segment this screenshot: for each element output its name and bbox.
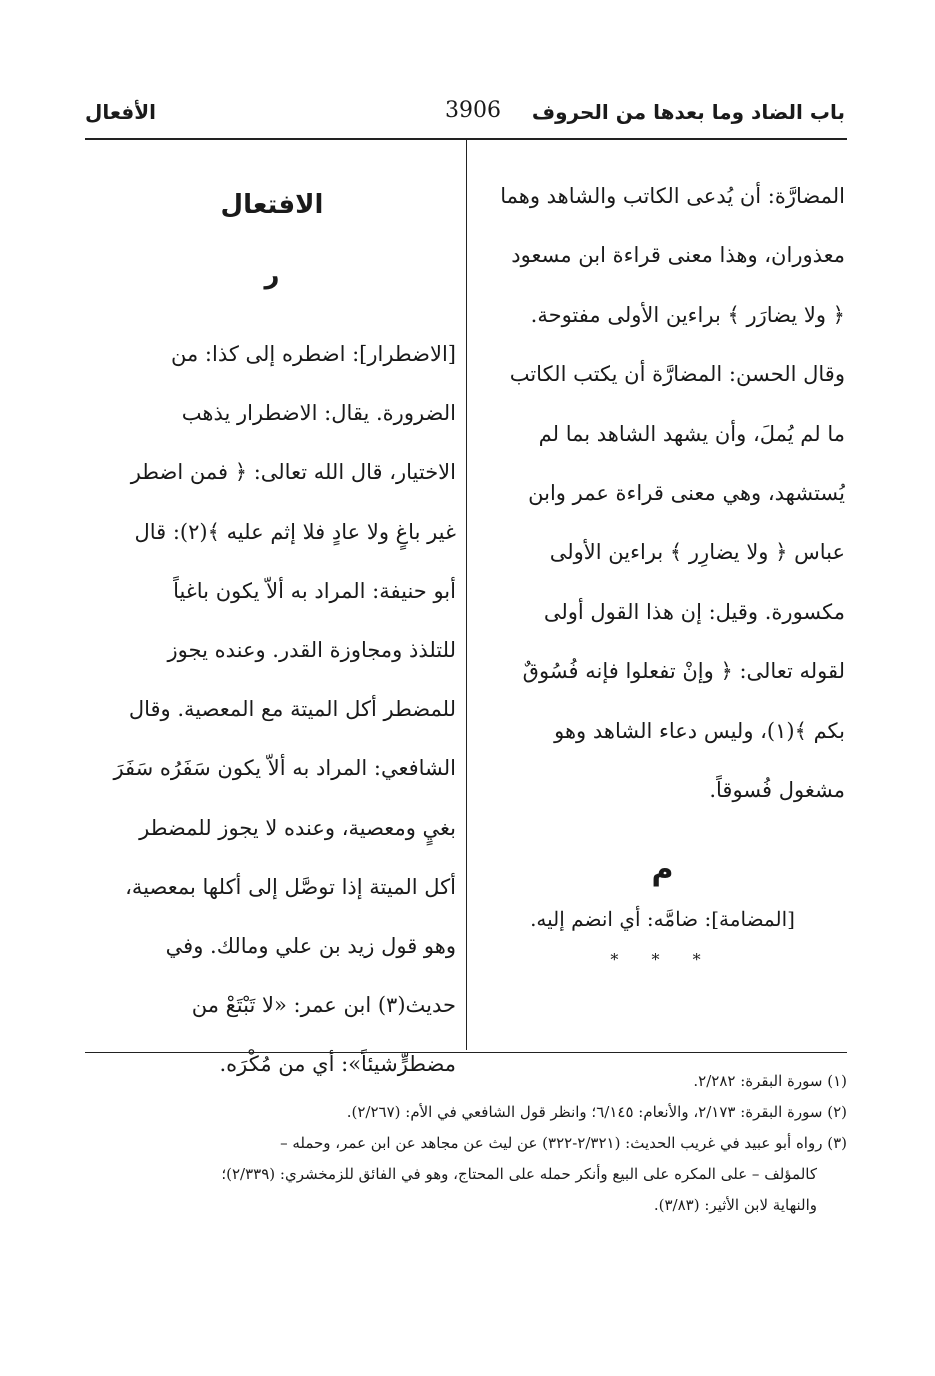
text-line: معذوران، وهذا معنى قراءة ابن مسعود [511, 243, 845, 268]
right-column [480, 172, 845, 975]
text-line: وقال الحسن: المضارَّة أن يكتب الكاتب [509, 362, 845, 387]
footnote-1: (١) سورة البقرة: ٢/٢٨٢. [693, 1072, 847, 1090]
text-line: مشغول فُسوقاً. [709, 777, 845, 802]
letter-heading-ra: ر [264, 260, 280, 290]
page-header [85, 100, 845, 140]
footnote-3-continued: والنهاية لابن الأثير: (٣/٨٣). [653, 1196, 817, 1214]
text-line: الشافعي: المراد به ألاّ يكون سَفَرُه سَفَرَ [113, 756, 456, 781]
section-title: الأفعال [85, 100, 156, 124]
page-number: 3906 [445, 98, 501, 123]
footnote-2: (٢) سورة البقرة: ٢/١٧٣، والأنعام: ٦/١٤٥؛ وانظر قول الشافعي في الأم: (٢/٢٦٧). [346, 1103, 847, 1121]
chapter-title: باب الضاد وما بعدها من الحروف [531, 100, 845, 124]
text-line: المضارَّة: أن يُدعى الكاتب والشاهد وهما [500, 184, 845, 208]
text-line: وهو قول زيد بن علي ومالك. وفي [165, 933, 456, 958]
text-line: أكل الميتة إذا توصَّل إلى أكلها بمعصية، [125, 874, 456, 899]
text-line: للتلذذ ومجاوزة القدر. وعنده يجوز [167, 637, 456, 662]
text-line: [الاضطرار]: اضطره إلى كذا: من [171, 342, 456, 366]
text-line: مكسورة. وقيل: إن هذا القول أولى [543, 599, 845, 624]
text-line: مضطرٍّشيئاً»: أي من مُكْرَه. [219, 1052, 456, 1077]
letter-heading-mim: م [651, 852, 674, 888]
footnotes [85, 1066, 847, 1221]
text-line: بكم ﴾(١)، وليس دعاء الشاهد وهو [554, 718, 845, 743]
section-heading-iftial: الافتعال [220, 190, 324, 220]
text-line: ﴿ ولا يضارَر ﴾ براءين الأولى مفتوحة. [530, 302, 845, 327]
footnote-3-continued: كالمؤلف – على المكره على البيع وأنكر حمله على المحتاج، وهو في الفائق للزمخشري: (٢/٣٣٩)؛ [221, 1165, 817, 1183]
section-end-stars: * * * [610, 950, 715, 970]
footnote-3: (٣) رواه أبو عبيد في غريب الحديث: (٢/٣٢١-٣٢٢) عن ليث عن مجاهد عن ابن عمر، وحمله – [280, 1134, 847, 1152]
text-line: الضرورة. يقال: الاضطرار يذهب [181, 401, 456, 426]
text-line: الاختيار، قال الله تعالى: ﴿ فمن اضطر [130, 460, 456, 485]
text-line: غير باغٍ ولا عادٍ فلا إثم عليه ﴾(٢): قال [134, 519, 456, 544]
text-line: عباس ﴿ ولا يضارِر ﴾ براءين الأولى [549, 540, 845, 565]
footnote-rule [85, 1052, 847, 1053]
entry-mudamma: [المضامة]: ضامَّه: أي انضم إليه. [530, 907, 795, 932]
text-line: لقوله تعالى: ﴿ وإنْ تفعلوا فإنه فُسُوقٌ [522, 659, 845, 684]
text-line: للمضطر أكل الميتة مع المعصية. وقال [128, 697, 456, 722]
text-line: بغيٍ ومعصية، وعنده لا يجوز للمضطر [139, 815, 456, 840]
column-divider [466, 140, 467, 1050]
text-line: ما لم يُملَ، وأن يشهد الشاهد بما لم [538, 421, 845, 446]
text-line: حديث(٣) ابن عمر: «لا تَبْتَعْ من [191, 993, 456, 1018]
text-line: أبو حنيفة: المراد به ألاّ يكون باغياً [173, 578, 456, 603]
text-line: يُستشهد، وهي معنى قراءة عمر وابن [528, 480, 845, 505]
left-column [88, 180, 456, 1099]
